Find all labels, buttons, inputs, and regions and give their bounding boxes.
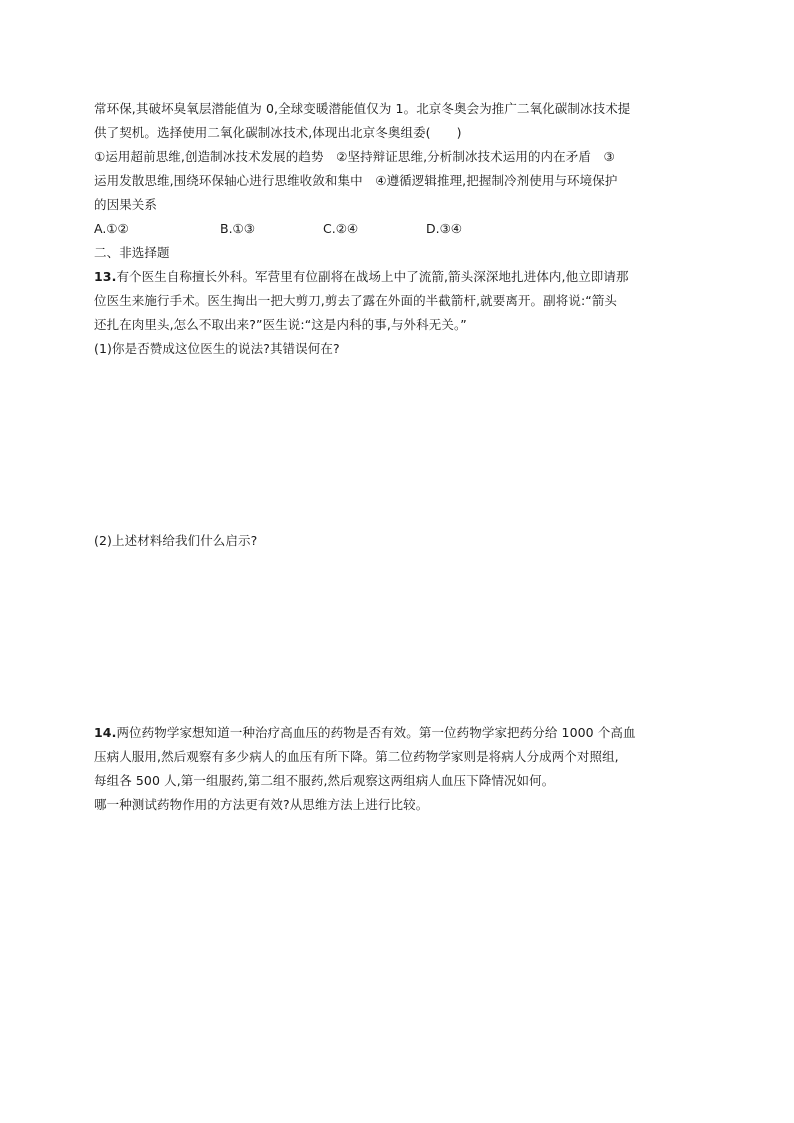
q13-text-line-1 [94,265,629,289]
option-c: C.②④ [323,221,359,236]
q12-question-stem: 供了契机。选择使用二氧化碳制冰技术,体现出北京冬奥组委( [94,125,431,140]
q13-number: 13. [94,269,117,284]
q13-subquestion-2: (2)上述材料给我们什么启示? [94,533,258,548]
q14-line-1-text: 两位药物学家想知道一种治疗高血压的药物是否有效。第一位药物学家把药分给 1000 个高血 [116,725,636,740]
q12-text-line-1: 常环保,其破坏臭氧层潜能值为 0,全球变暖潜能值仅为 1。北京冬奥会为推广二氧化碳制冰技术提 [94,101,631,116]
q14-text-line-4: 哪一种测试药物作用的方法更有效?从思维方法上进行比较。 [94,797,429,812]
q13-text-line-3: 还扎在肉里头,怎么不取出来?”医生说:“这是内科的事,与外科无关。” [94,317,467,332]
q14-text-line-3: 每组各 500 人,第一组服药,第二组不服药,然后观察这两组病人血压下降情况如何。 [94,773,555,788]
q14-text-line-2: 压病人服用,然后观察有多少病人的血压有所下降。第二位药物学家则是将病人分成两个对照组, [94,749,619,764]
q13-line-1-text: 有个医生自称擅长外科。军营里有位副将在战场上中了流箭,箭头深深地扎进体内,他立即请那 [116,269,629,284]
q13-text-line-2: 位医生来施行手术。医生掏出一把大剪刀,剪去了露在外面的半截箭杆,就要离开。副将说:“箭头 [94,293,618,308]
q12-statements-line-2: 运用发散思维,围绕环保轴心进行思维收敛和集中 ④遵循逻辑推理,把握制冷剂使用与环境保护 [94,173,618,188]
q14-text-line-1 [94,721,636,745]
option-a: A.①② [94,221,129,236]
section-heading: 二、非选择题 [94,245,170,260]
q12-bracket-close: ) [456,125,462,140]
q13-subquestion-1: (1)你是否赞成这位医生的说法?其错误何在? [94,341,340,356]
q12-statements-line-3: 的因果关系 [94,197,158,212]
option-d: D.③④ [426,221,463,236]
q12-text-line-2 [94,121,462,145]
q14-number: 14. [94,725,117,740]
q12-statements-line-1: ①运用超前思维,创造制冰技术发展的趋势 ②坚持辩证思维,分析制冰技术运用的内在矛盾 ③ [94,149,615,164]
option-b: B.①③ [220,221,255,236]
